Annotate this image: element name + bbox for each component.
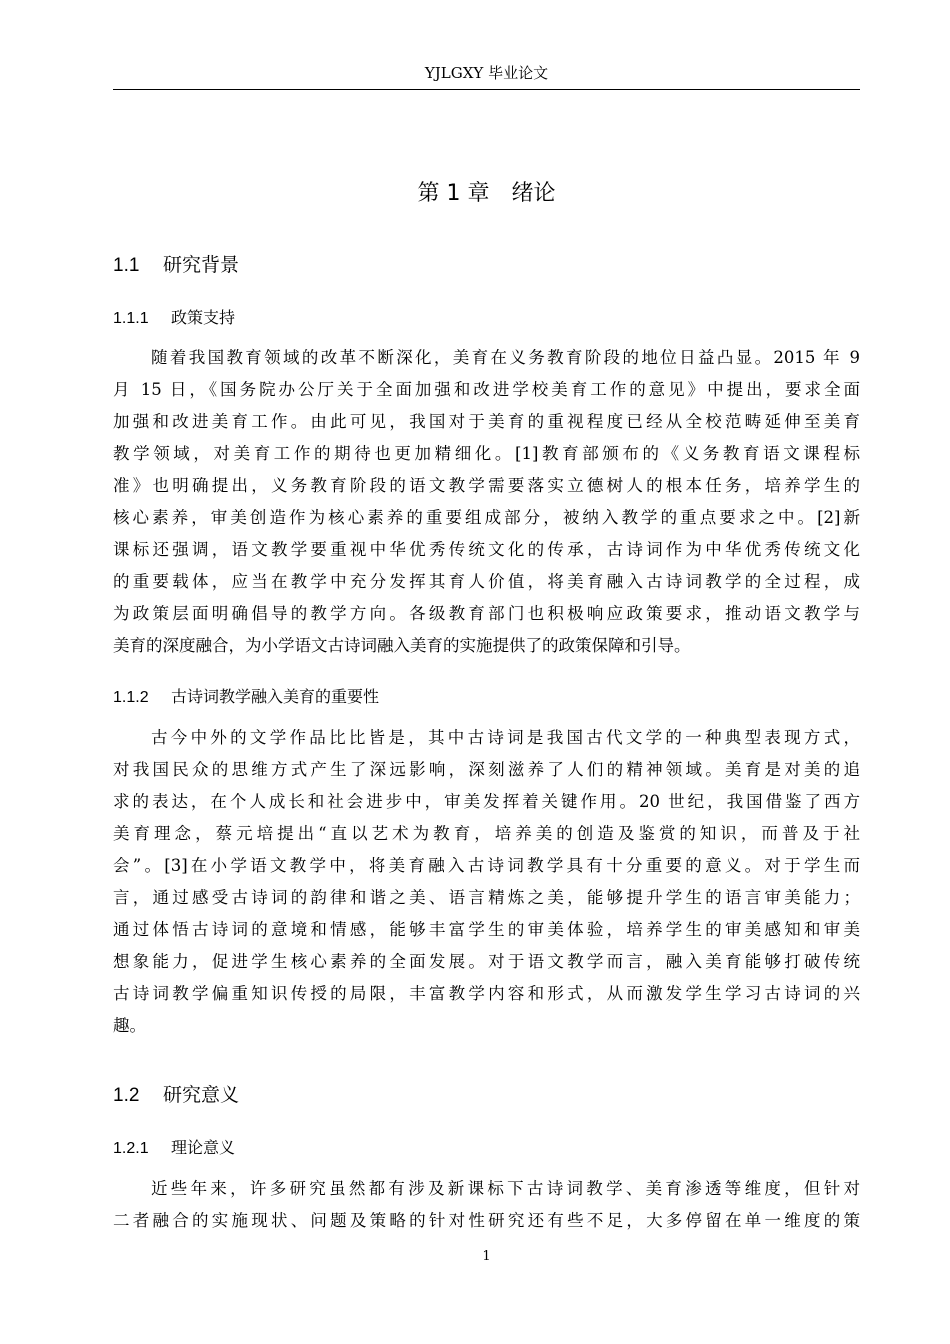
- paragraph-line: 近些年来，许多研究虽然都有涉及新课标下古诗词教学、美育渗透等维度，但针对: [151, 1179, 860, 1198]
- section-heading-1-2: [113, 1081, 239, 1110]
- subsection-number: 1.1.2: [113, 689, 149, 706]
- paragraph-line: 随着我国教育领域的改革不断深化，美育在义务教育阶段的地位日益凸显。2015 年 9: [151, 348, 860, 367]
- subsection-number: 1.1.1: [113, 310, 149, 327]
- paragraph-line: 加强和改进美育工作。由此可见，我国对于美育的重视程度已经从全校范畴延伸至美育: [113, 412, 860, 431]
- paragraph-line: 教学领域，对美育工作的期待也更加精细化。[1]教育部颁布的《义务教育语文课程标: [113, 444, 860, 463]
- paragraph-line: 通过体悟古诗词的意境和情感，能够丰富学生的审美体验，培养学生的审美感知和审美: [113, 920, 860, 939]
- section-number: 1.2: [113, 1085, 140, 1106]
- section-title: 研究背景: [163, 254, 240, 276]
- chapter-title: 第 1 章 绪论: [417, 181, 556, 206]
- paragraph-line: 美育的深度融合，为小学语文古诗词融入美育的实施提供了的政策保障和引导。: [113, 636, 691, 655]
- paragraph-line: 古诗词教学偏重知识传授的局限，丰富教学内容和形式，从而激发学生学习古诗词的兴: [113, 984, 860, 1003]
- paragraph-line: 准》也明确提出，义务教育阶段的语文教学需要落实立德树人的根本任务，培养学生的: [113, 476, 860, 495]
- paragraph-line: 为政策层面明确倡导的教学方向。各级教育部门也积极响应政策要求，推动语文教学与: [113, 604, 860, 623]
- subsection-title: 理论意义: [171, 1138, 236, 1157]
- paragraph-line: 想象能力，促进学生核心素养的全面发展。对于语文教学而言，融入美育能够打破传统: [113, 952, 860, 971]
- page-number: 1: [482, 1249, 491, 1264]
- paragraph-line: 核心素养，审美创造作为核心素养的重要组成部分，被纳入教学的重点要求之中。[2]新: [113, 508, 860, 527]
- paragraph-line: 对我国民众的思维方式产生了深远影响，深刻滋养了人们的精神领域。美育是对美的追: [113, 760, 860, 779]
- section-number: 1.1: [113, 255, 140, 276]
- subsection-heading-1-1-2: [113, 685, 379, 710]
- subsection-title: 政策支持: [171, 308, 236, 327]
- paragraph-line: 古今中外的文学作品比比皆是，其中古诗词是我国古代文学的一种典型表现方式，: [151, 728, 860, 747]
- paragraph-line: 月 15 日，《国务院办公厅关于全面加强和改进学校美育工作的意见》中提出，要求全面: [113, 380, 860, 399]
- paragraph-line: 课标还强调，语文教学要重视中华优秀传统文化的传承，古诗词作为中华优秀传统文化: [113, 540, 860, 559]
- paragraph-line: 求的表达，在个人成长和社会进步中，审美发挥着关键作用。20 世纪，我国借鉴了西方: [113, 792, 860, 811]
- section-title: 研究意义: [163, 1084, 240, 1106]
- paragraph-line: 会”。[3]在小学语文教学中，将美育融入古诗词教学具有十分重要的意义。对于学生而: [113, 856, 860, 875]
- paragraph-line: 的重要载体，应当在教学中充分发挥其育人价值，将美育融入古诗词教学的全过程，成: [113, 572, 860, 591]
- subsection-title: 古诗词教学融入美育的重要性: [171, 687, 380, 706]
- paragraph-line: 美育理念，蔡元培提出“直以艺术为教育，培养美的创造及鉴赏的知识，而普及于社: [113, 824, 860, 843]
- subsection-number: 1.2.1: [113, 1140, 149, 1157]
- paragraph-line: 二者融合的实施现状、问题及策略的针对性研究还有些不足，大多停留在单一维度的策: [113, 1211, 860, 1230]
- section-heading-1-1: [113, 251, 239, 280]
- paragraph-line: 趣。: [113, 1016, 146, 1035]
- running-header: YJLGXY 毕业论文: [424, 64, 549, 82]
- header-rule: [113, 89, 860, 90]
- subsection-heading-1-1-1: [113, 306, 235, 331]
- paragraph-line: 言，通过感受古诗词的韵律和谐之美、语言精炼之美，能够提升学生的语言审美能力；: [113, 888, 860, 907]
- subsection-heading-1-2-1: [113, 1136, 235, 1161]
